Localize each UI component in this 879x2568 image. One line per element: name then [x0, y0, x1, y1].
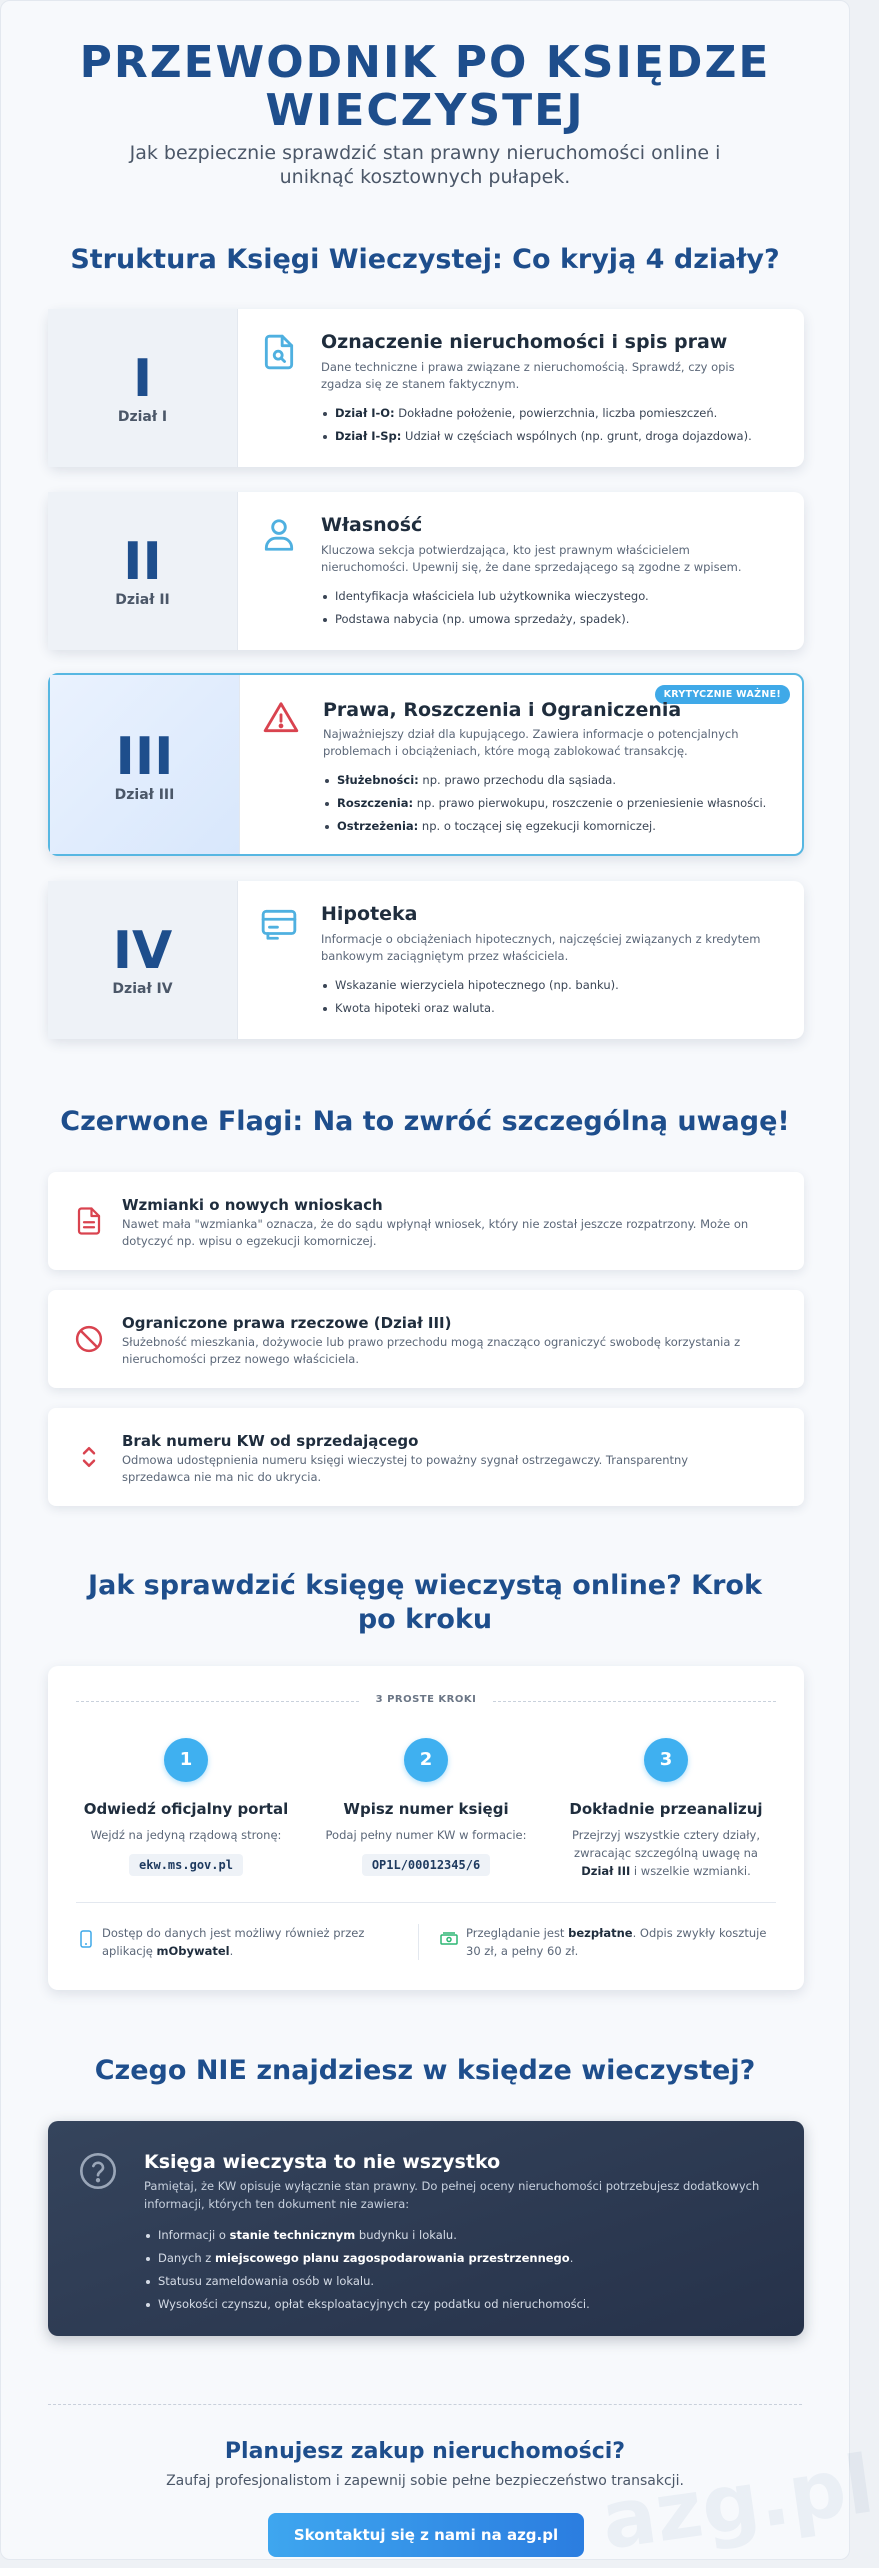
credit-card-icon — [260, 905, 298, 943]
section-title: Własność — [321, 514, 423, 536]
list-item: Kwota hipoteki oraz waluta. — [321, 1000, 776, 1017]
section-list — [321, 405, 776, 451]
step-description: Przejrzyj wszystkie cztery działy, zwracając szczególną uwagę na Dział III i wszelkie wzmianki. — [572, 1828, 760, 1878]
page-title: PRZEWODNIK PO KSIĘDZE WIECZYSTEJ — [79, 37, 771, 136]
section-title: Prawa, Roszczenia i Ograniczenia — [323, 699, 682, 721]
pricing-note: Przeglądanie jest bezpłatne. Odpis zwykły kosztuje 30 zł, a pełny 60 zł. — [466, 1926, 767, 1958]
step-number: 2 — [404, 1738, 448, 1782]
list-item: Identyfikacja właściciela lub użytkownika wieczystego. — [321, 588, 776, 605]
list-item: Roszczenia: np. prawo pierwokupu, roszczenie o przeniesienie własności. — [323, 795, 774, 812]
flag-card-3 — [48, 1408, 804, 1506]
chevrons-icon — [74, 1442, 104, 1472]
step-2 — [306, 1738, 546, 1876]
section-roman-numeral: III — [115, 727, 174, 787]
kw-number-format: OP1L/00012345/6 — [362, 1854, 490, 1876]
step-title: Wpisz numer księgi — [343, 1800, 509, 1818]
step-1 — [66, 1738, 306, 1876]
flag-description: Nawet mała "wzmianka" oznacza, że do sądu wpłynął wniosek, który nie został jeszcze rozpatrzony. Może on dotyczyć np. wpisu o egzekucji komorniczej. — [122, 1217, 749, 1248]
section-side — [48, 309, 238, 467]
step-number: 3 — [644, 1738, 688, 1782]
steps-card — [48, 1666, 804, 1990]
flag-card-1 — [48, 1172, 804, 1270]
section-label: Dział III — [114, 787, 175, 803]
section-description: Kluczowa sekcja potwierdzająca, kto jest prawnym właścicielem nieruchomości. Upewnij się, że dane sprzedającego są zgodne z wpisem. — [321, 543, 742, 574]
divider — [493, 1701, 776, 1702]
list-item: Dział I-O: Dokładne położenie, powierzchnia, liczba pomieszczeń. — [321, 405, 776, 422]
section-card-2 — [48, 492, 804, 650]
section-list — [323, 772, 774, 841]
step-3 — [546, 1738, 786, 1880]
document-alert-icon — [74, 1206, 104, 1236]
section-label: Dział II — [115, 592, 170, 608]
contact-button[interactable]: Skontaktuj się z nami na azg.pl — [268, 2513, 584, 2557]
list-item: Ostrzeżenia: np. o toczącej się egzekucji komorniczej. — [323, 818, 774, 835]
section-description: Informacje o obciążeniach hipotecznych, najczęściej związanych z kredytem bankowym zaciągniętym przez właściciela. — [321, 932, 761, 963]
steps-heading: Jak sprawdzić księgę wieczystą online? Krok po kroku — [88, 1570, 762, 1635]
flags-heading: Czerwone Flagi: Na to zwróć szczególną uwagę! — [60, 1106, 790, 1137]
step-description: Podaj pełny numer KW w formacie: — [325, 1828, 527, 1842]
section-description: Najważniejszy dział dla kupującego. Zawiera informacje o potencjalnych problemach i obciążeniach, które mogą zablokować transakcję. — [323, 727, 739, 758]
not-included-list — [144, 2227, 764, 2319]
flag-description: Służebność mieszkania, dożywocie lub prawo przechodu mogą znacząco ograniczyć swobodę korzystania z nieruchomości przez nowego właściciela. — [122, 1335, 741, 1366]
section-roman-numeral: II — [123, 532, 162, 592]
warning-icon — [262, 699, 300, 737]
mobywatel-note: Dostęp do danych jest możliwy również przez aplikację mObywatel. — [102, 1926, 365, 1958]
section-description: Dane techniczne i prawa związane z nieruchomością. Sprawdź, czy opis zgadza się ze stanem faktycznym. — [321, 360, 735, 391]
document-search-icon — [260, 333, 298, 371]
section-list — [321, 588, 776, 634]
section-card-3 — [48, 673, 804, 856]
flag-title: Brak numeru KW od sprzedającego — [122, 1432, 419, 1450]
divider — [48, 2404, 802, 2405]
section-label: Dział IV — [112, 981, 173, 997]
section-side — [48, 881, 238, 1039]
flag-title: Wzmianki o nowych wnioskach — [122, 1196, 383, 1214]
flag-description: Odmowa udostępnienia numeru księgi wieczystej to poważny sygnał ostrzegawczy. Transparentny sprzedawca nie ma nic do ukrycia. — [122, 1453, 689, 1484]
question-circle-icon — [78, 2151, 118, 2191]
not-included-card — [48, 2121, 804, 2336]
flag-card-2 — [48, 1290, 804, 1388]
step-title: Dokładnie przeanalizuj — [569, 1800, 763, 1818]
list-item: Statusu zameldowania osób w lokalu. — [144, 2273, 764, 2290]
cta-title: Planujesz zakup nieruchomości? — [224, 2439, 626, 2464]
portal-url: ekw.ms.gov.pl — [129, 1854, 243, 1876]
divider — [418, 1924, 419, 1960]
list-item: Danych z miejscowego planu zagospodarowania przestrzennego. — [144, 2250, 764, 2267]
cta-subtitle: Zaufaj profesjonalistom i zapewnij sobie pełne bezpieczeństwo transakcji. — [166, 2473, 684, 2489]
user-icon — [260, 516, 298, 554]
phone-icon — [78, 1930, 94, 1948]
section-roman-numeral: IV — [112, 921, 173, 981]
section-title: Oznaczenie nieruchomości i spis praw — [321, 331, 728, 353]
list-item: Podstawa nabycia (np. umowa sprzedaży, spadek). — [321, 611, 776, 628]
page-subtitle: Jak bezpiecznie sprawdzić stan prawny nieruchomości online i uniknąć kosztownych pułapek. — [129, 142, 721, 188]
not-included-heading: Czego NIE znajdziesz w księdze wieczystej? — [94, 2055, 756, 2086]
structure-heading: Struktura Księgi Wieczystej: Co kryją 4 działy? — [70, 244, 780, 275]
money-icon — [440, 1930, 458, 1948]
section-list — [321, 977, 776, 1023]
watermark-logo: azg.pl — [595, 2437, 879, 2568]
critical-badge: KRYTYCZNIE WAŻNE! — [655, 685, 790, 704]
section-card-1 — [48, 309, 804, 467]
section-side — [48, 492, 238, 650]
list-item: Wskazanie wierzyciela hipotecznego (np. banku). — [321, 977, 776, 994]
step-description: Wejdź na jedyną rządową stronę: — [90, 1828, 282, 1842]
section-label: Dział I — [117, 409, 168, 425]
not-included-title: Księga wieczysta to nie wszystko — [144, 2151, 501, 2173]
section-card-4 — [48, 881, 804, 1039]
step-number: 1 — [164, 1738, 208, 1782]
list-item: Służebności: np. prawo przechodu dla sąsiada. — [323, 772, 774, 789]
step-title: Odwiedź oficjalny portal — [83, 1800, 289, 1818]
steps-label: 3 PROSTE KROKI — [375, 1694, 477, 1705]
list-item: Wysokości czynszu, opłat eksploatacyjnych czy podatku od nieruchomości. — [144, 2296, 764, 2313]
list-item: Dział I-Sp: Udział w częściach wspólnych (np. grunt, droga dojazdowa). — [321, 428, 776, 445]
not-included-description: Pamiętaj, że KW opisuje wyłącznie stan prawny. Do pełnej oceny nieruchomości potrzebujesz dodatkowych informacji, których ten dokument nie zawiera: — [144, 2179, 760, 2211]
section-roman-numeral: I — [132, 349, 153, 409]
section-title: Hipoteka — [321, 903, 418, 925]
ban-icon — [74, 1324, 104, 1354]
section-side — [50, 675, 240, 854]
divider — [76, 1902, 776, 1903]
list-item: Informacji o stanie technicznym budynku i lokalu. — [144, 2227, 764, 2244]
flag-title: Ograniczone prawa rzeczowe (Dział III) — [122, 1314, 452, 1332]
